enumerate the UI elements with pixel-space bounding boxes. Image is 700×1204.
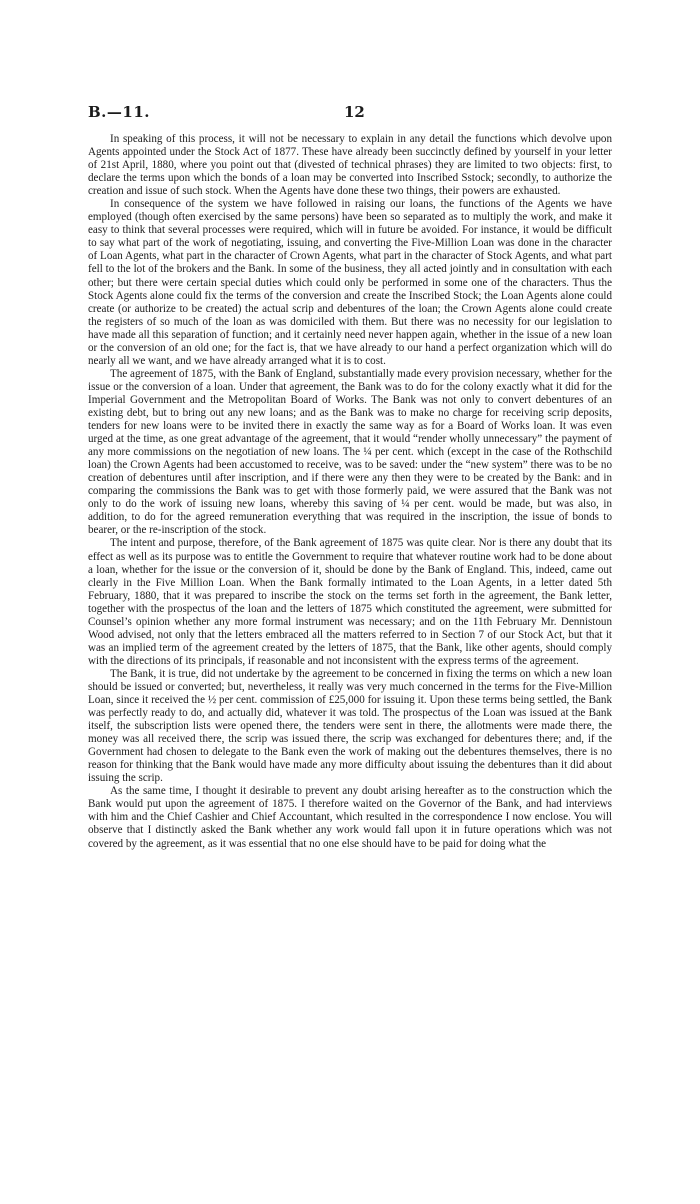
paragraph: The agreement of 1875, with the Bank of England, substantially made every provision necessary, whether for the issue or the conversion of a loan. Under that agreement, the Bank was to do for the colony exactly what it did for the Imperial Government and the Metropolitan Board of Works. The Bank was not only to convert debentures of an existing debt, but to bring out any new loans; and as the Bank was to make no charge for receiving scrip deposits, tenders for new loans were to be invited there in exactly the same way as for a Board of Works loan. It was even urged at the time, as one great advantage of the agreement, that it would “render wholly unnecessary” the payment of any more commissions on the negotiation of new loans. The ¼ per cent. which (except in the case of the Rothschild loan) the Crown Agents had been accustomed to receive, was to be saved: under the “new system” there was to be no creation of debentures until after inscription, and if there were any then they were to be created by the Bank: and in comparing the commissions the Bank was to get with those formerly paid, we were assured that the Bank was not only to do the work of issuing new loans, whereby this saving of ¼ per cent. would be made, but was also, in addition, to do for the agreed remuneration everything that was required in the inscription, the issue of bonds to bearer, or the re-inscription of the stock. <box>88 367 612 537</box>
paragraph: In speaking of this process, it will not be necessary to explain in any detail the functions which devolve upon Agents appointed under the Stock Act of 1877. These have already been succinctly defined by yourself in your letter of 21st April, 1880, where you point out that (divested of technical phrases) they are limited to two objects: first, to declare the terms upon which the bonds of a loan may be converted into Inscribed Sstock; secondly, to authorize the creation and issue of such stock. When the Agents have done these two things, their powers are exhausted. <box>88 133 612 198</box>
page-number: 12 <box>344 103 365 121</box>
document-reference: B.—11. <box>88 103 150 121</box>
page-header <box>88 103 612 125</box>
paragraph: In consequence of the system we have followed in raising our loans, the functions of the Agents we have employed (though often exercised by the same persons) have been so separated as to multiply the work, and make it easy to think that several processes were required, which will in future be avoided. For instance, it would be difficult to say what part of the work of negotiating, issuing, and converting the Five-Million Loan was done in the character of Loan Agents, what part in the character of Crown Agents, what part in the character of Stock Agents, and what part fell to the lot of the brokers and the Bank. In some of the business, they all acted jointly and in consultation with each other; but there were certain special duties which could only be performed in some one of the characters. Thus the Stock Agents alone could fix the terms of the conversion and create the Inscribed Stock; the Loan Agents alone could create (or authorize to be created) the actual scrip and debentures of the loan; the Crown Agents alone could create the registers of so much of the loan as was domiciled with them. But there was no necessity for our legislation to have made all this separation of function; and it certainly need never happen again, whether in the issue of a new loan or the conversion of an old one; for the fact is, that we have already to our hand a perfect organization which will do nearly all we want, and we have already arranged what it is to cost. <box>88 198 612 367</box>
paragraph: As the same time, I thought it desirable to prevent any doubt arising hereafter as to the construction which the Bank would put upon the agreement of 1875. I therefore waited on the Governor of the Bank, and had interviews with him and the Chief Cashier and Chief Accountant, which resulted in the correspondence I now enclose. You will observe that I distinctly asked the Bank whether any work would fall upon it in future operations which was not covered by the agreement, as it was essential that no one else should have to be paid for doing what the <box>88 785 612 850</box>
paragraph: The intent and purpose, therefore, of the Bank agreement of 1875 was quite clear. Nor is there any doubt that its effect as well as its purpose was to entitle the Government to require that whatever routine work had to be done about a loan, whether for the issue or the conversion of it, should be done by the Bank of England. This, indeed, came out clearly in the Five Million Loan. When the Bank formally intimated to the Loan Agents, in a letter dated 5th February, 1880, that it was prepared to inscribe the stock on the terms set forth in the agreement, the Bank letter, together with the prospectus of the loan and the letters of 1875 which constituted the agreement, were submitted for Counsel’s opinion whether any more formal instrument was necessary; and on the 11th February Mr. Dennistoun Wood advised, not only that the letters embraced all the matters referred to in Section 7 of our Stock Act, but that it was an implied term of the agreement created by the letters of 1875, that the Bank, like other agents, should comply with the directions of its principals, if reasonable and not inconsistent with the express terms of the agreement. <box>88 537 612 667</box>
body-text <box>88 133 612 851</box>
paragraph: The Bank, it is true, did not undertake by the agreement to be concerned in fixing the terms on which a new loan should be issued or converted; but, nevertheless, it really was very much concerned in the terms for the Five-Million Loan, since it received the ½ per cent. commission of £25,000 for issuing it. Upon these terms being settled, the Bank was perfectly ready to do, and actually did, whatever it was told. The prospectus of the Loan was issued at the Bank itself, the subscription lists were opened there, the tenders were sent in there, the allotments were made there, the money was all received there, the scrip was issued there, the scrip was exchanged for debentures there; and, if the Government had chosen to delegate to the Bank even the work of making out the debentures themselves, there is no reason for thinking that the Bank would have made any more difficulty about issuing the debentures than it did about issuing the scrip. <box>88 667 612 785</box>
